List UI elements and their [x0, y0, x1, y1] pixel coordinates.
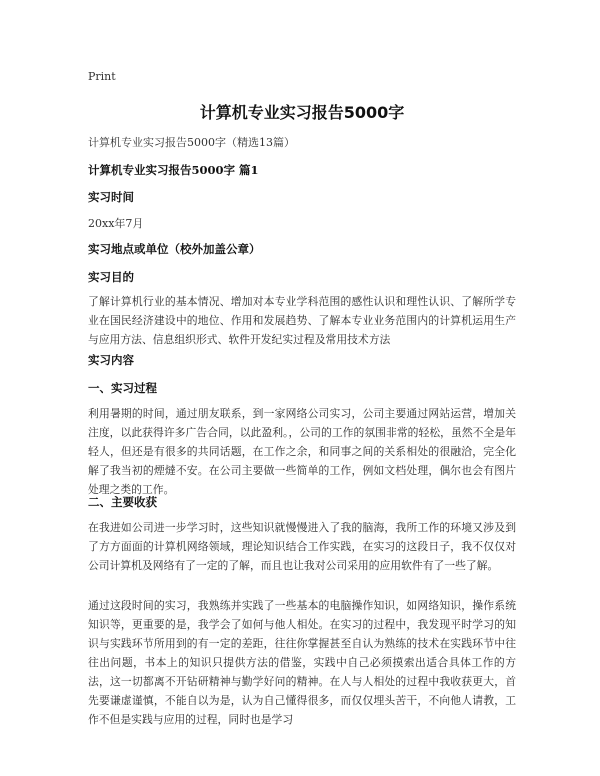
process-paragraph: 利用暑期的时间，通过朋友联系，到一家网络公司实习，公司主要通过网站运营，增加关注度，以此获得许多广告合同，以此盈利。，公司的工作的氛围非常的轻松，虽然不全是年轻人，但还是有很多的共同话题，在工作之余，和同事之间的关系相处的很融洽，完全化解了我当初的煙燵不安。在公司主要做一些简单的工作，例如文档处理，偶尔也会有图片处理之类的工作。	[88, 407, 516, 496]
section-heading-gain: 二、主要收获	[88, 495, 157, 509]
article-heading: 计算机专业实习报告5000字 篇1	[88, 163, 259, 177]
section-heading-process: 一、实习过程	[88, 381, 157, 395]
section-heading-content: 实习内容	[88, 353, 134, 367]
gain-paragraph-1: 在我进如公司进一步学习时，这些知识就慢慢进入了我的脑海，我所工作的环境又涉及到了方方面面的计算机网络领域，理论知识结合工作实践，在实习的这段日子，我不仅仅对公司计算机及网络有了一定的了解，而且也让我对公司采用的应用软件有了一些了解。	[88, 521, 516, 572]
section-heading-place: 实习地点或单位（校外加盖公章）	[88, 242, 261, 256]
document-subtitle: 计算机专业实习报告5000字（精选13篇）	[88, 136, 295, 149]
internship-time-value: 20xx年7月	[88, 217, 144, 230]
page-title: 计算机专业实习报告5000字	[199, 103, 405, 122]
purpose-paragraph: 了解计算机行业的基本情况、增加对本专业学科范围的感性认识和理性认识、了解所学专业在国民经济建设中的地位、作用和发展趋势、了解本专业业务范围内的计算机运用生产与应用方法、信息组织形式、软件开发纪实过程及常用技术方法	[88, 295, 516, 346]
gain-paragraph-2: 通过这段时间的实习，我熟练并实践了一些基本的电脑操作知识，如网络知识，操作系统知识等，更重要的是，我学会了如何与他人相处。在实习的过程中，我发现平时学习的知识与实践环节所用到的有一定的差距，往往你掌握甚至自认为熟练的技术在实践环节中往往出问题，书本上的知识只提供方法的借鉴，实践中自己必须摸索出适合具体工作的方法，这一切都离不开钻研精神与勤学好问的精神。在人与人相处的过程中我收获更大，首先要谦虚谨慎，不能自以为是，认为自己懂得很多，而仅仅埋头苦干，不向他人请教，工作不但是实践与应用的过程，同时也是学习	[88, 599, 516, 726]
section-heading-time: 实习时间	[88, 190, 134, 204]
print-link[interactable]: Print	[88, 70, 116, 83]
section-heading-purpose: 实习目的	[88, 270, 134, 284]
